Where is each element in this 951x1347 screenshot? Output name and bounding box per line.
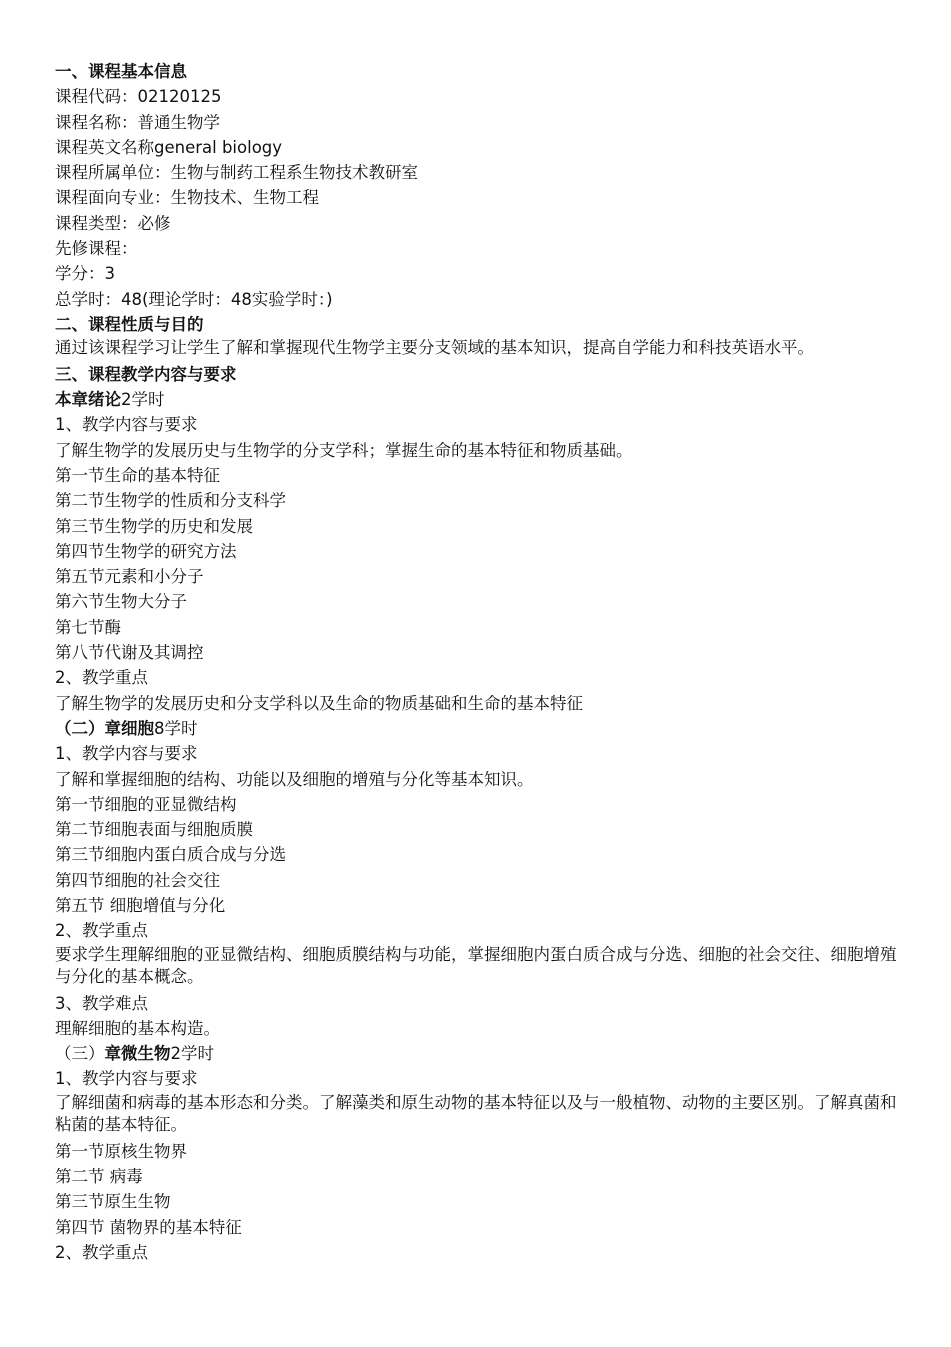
chapter-2-title-bold: （二）章细胞 bbox=[55, 718, 154, 738]
chapter-1-section: 第六节生物大分子 bbox=[55, 592, 187, 612]
chapter-2-key-text: 要求学生理解细胞的亚显微结构、细胞质膜结构与功能，掌握细胞内蛋白质合成与分选、细胞的社会交往、细胞增殖与分化的基本概念。 bbox=[55, 944, 897, 987]
chapter-1-key-heading: 2、教学重点 bbox=[55, 668, 148, 688]
chapter-3-title-bold: 章微生物 bbox=[104, 1044, 171, 1064]
course-english-name: 课程英文名称general biology bbox=[55, 137, 283, 157]
chapter-1-section: 第一节生命的基本特征 bbox=[55, 465, 220, 485]
chapter-3-section: 第三节原生生物 bbox=[55, 1192, 171, 1212]
chapter-1-req-heading: 1、教学内容与要求 bbox=[55, 415, 198, 435]
course-prerequisite: 先修课程： bbox=[55, 239, 138, 259]
chapter-3-req-text: 了解细菌和病毒的基本形态和分类。了解藻类和原生动物的基本特征以及与一般植物、动物的主要区别。了解真菌和粘菌的基本特征。 bbox=[55, 1092, 897, 1135]
nature-text: 通过该课程学习让学生了解和掌握现代生物学主要分支领域的基本知识，提高自学能力和科技英语水平。 bbox=[55, 338, 814, 358]
course-major: 课程面向专业：生物技术、生物工程 bbox=[55, 188, 319, 208]
chapter-2-diff-heading: 3、教学难点 bbox=[55, 993, 148, 1013]
chapter-3-title-prefix: （三） bbox=[55, 1044, 105, 1064]
chapter-3-section: 第一节原核生物界 bbox=[55, 1141, 187, 1161]
chapter-2-req-text: 了解和掌握细胞的结构、功能以及细胞的增殖与分化等基本知识。 bbox=[55, 769, 534, 789]
chapter-1-section: 第七节酶 bbox=[55, 617, 121, 637]
chapter-3-key-heading: 2、教学重点 bbox=[55, 1242, 148, 1262]
chapter-2-title bbox=[55, 716, 900, 741]
chapter-2-section: 第一节细胞的亚显微结构 bbox=[55, 794, 237, 814]
course-name: 课程名称：普通生物学 bbox=[55, 112, 220, 132]
chapter-1-section: 第三节生物学的历史和发展 bbox=[55, 516, 253, 536]
chapter-1-section: 第四节生物学的研究方法 bbox=[55, 541, 237, 561]
chapter-2-section: 第二节细胞表面与细胞质膜 bbox=[55, 820, 253, 840]
chapter-2-key-heading: 2、教学重点 bbox=[55, 921, 148, 941]
chapter-2-req-heading: 1、教学内容与要求 bbox=[55, 744, 198, 764]
chapter-3-title bbox=[55, 1041, 900, 1066]
chapter-2-section: 第五节 细胞增值与分化 bbox=[55, 896, 226, 915]
chapter-1-title bbox=[55, 387, 900, 412]
chapter-2-diff-text: 理解细胞的基本构造。 bbox=[55, 1018, 220, 1038]
course-hours: 总学时：48(理论学时：48实验学时：) bbox=[55, 289, 333, 309]
chapter-1-section: 第二节生物学的性质和分支科学 bbox=[55, 491, 286, 511]
chapter-3-section: 第二节 病毒 bbox=[55, 1167, 143, 1187]
course-unit: 课程所属单位：生物与制药工程系生物技术教研室 bbox=[55, 163, 418, 183]
chapter-3-req-heading: 1、教学内容与要求 bbox=[55, 1069, 198, 1089]
chapter-1-hours: 2学时 bbox=[121, 390, 165, 410]
heading-content: 三、课程教学内容与要求 bbox=[55, 364, 237, 384]
course-credits: 学分：3 bbox=[55, 264, 115, 284]
chapter-1-section: 第五节元素和小分子 bbox=[55, 567, 204, 587]
chapter-3-hours: 2学时 bbox=[170, 1044, 214, 1064]
chapter-2-section: 第三节细胞内蛋白质合成与分选 bbox=[55, 845, 286, 865]
chapter-1-req-text: 了解生物学的发展历史与生物学的分支学科；掌握生命的基本特征和物质基础。 bbox=[55, 440, 633, 460]
chapter-1-title-bold: 本章绪论 bbox=[55, 390, 121, 410]
heading-nature: 二、课程性质与目的 bbox=[55, 314, 204, 334]
course-type: 课程类型：必修 bbox=[55, 213, 171, 233]
chapter-3-section: 第四节 菌物界的基本特征 bbox=[55, 1217, 242, 1237]
document-page bbox=[55, 59, 900, 1265]
chapter-1-section: 第八节代谢及其调控 bbox=[55, 643, 204, 663]
heading-basic-info: 一、课程基本信息 bbox=[55, 62, 187, 81]
chapter-2-hours: 8学时 bbox=[154, 718, 198, 738]
chapter-1-key-text: 了解生物学的发展历史和分支学科以及生命的物质基础和生命的基本特征 bbox=[55, 693, 583, 713]
course-code: 课程代码：02120125 bbox=[55, 87, 222, 107]
chapter-2-section: 第四节细胞的社会交往 bbox=[55, 870, 220, 890]
